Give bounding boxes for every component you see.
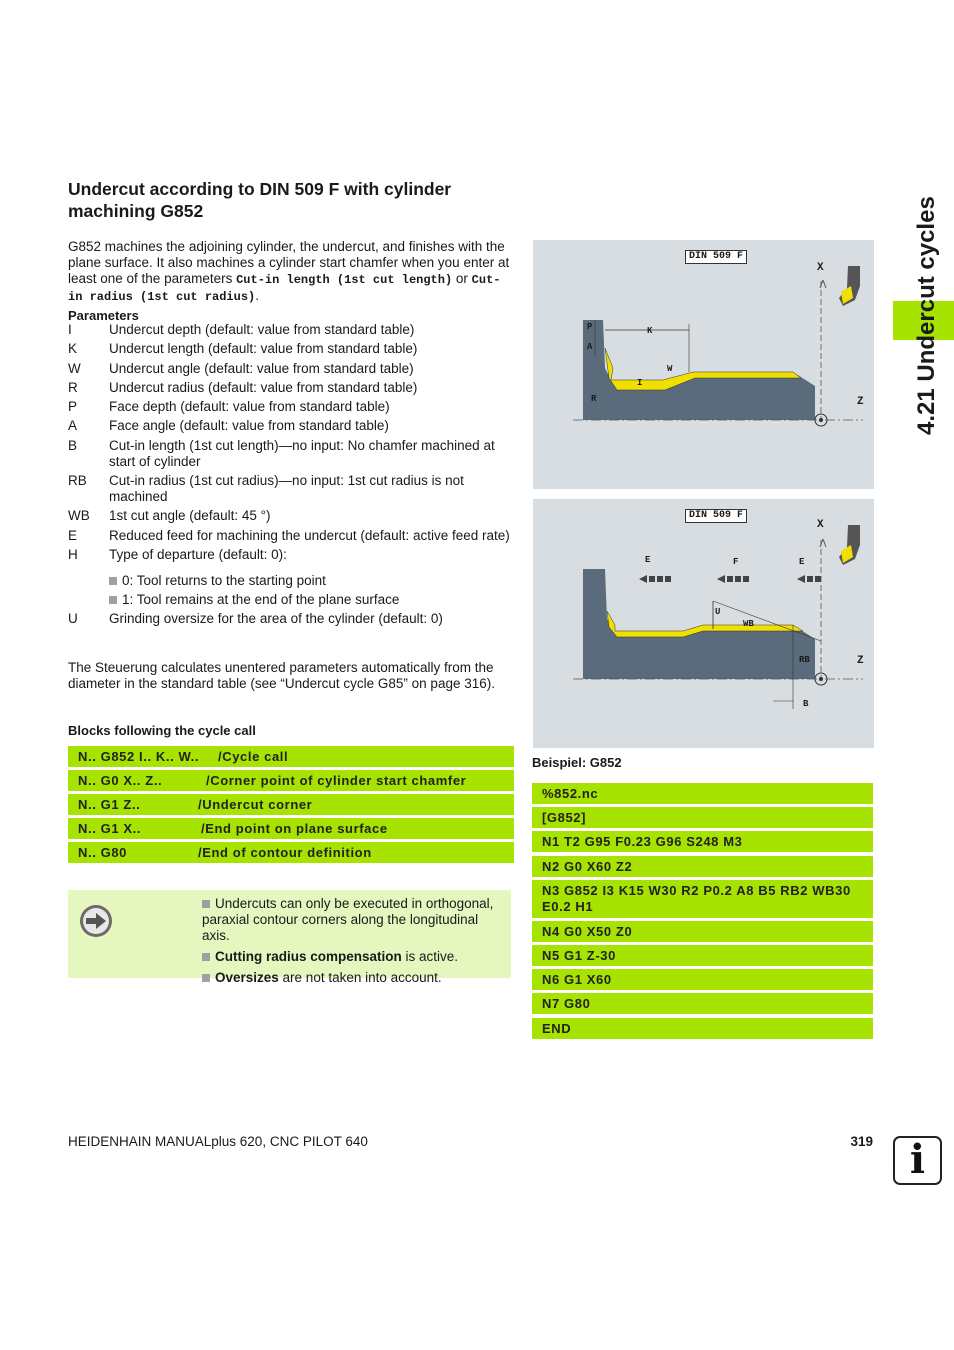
bullet-square-icon <box>202 974 210 982</box>
parameter-key: R <box>68 379 78 395</box>
axis-label-x: X <box>817 262 824 274</box>
parameter-desc: Grinding oversize for the area of the cylinder (default: 0) <box>109 610 443 626</box>
parameter-key: E <box>68 527 78 543</box>
din-tag: DIN 509 F <box>685 509 747 523</box>
parameter-row <box>68 380 514 396</box>
h-option: 0: Tool returns to the starting point <box>68 573 514 589</box>
side-title-text: 4.21 Undercut cycles <box>913 196 940 435</box>
block-row: N.. G80 /End of contour definition <box>68 842 514 863</box>
parameter-desc: Undercut radius (default: value from standard table) <box>109 379 418 395</box>
intro-text-before: G852 machines the adjoining cylinder, the undercut, and finishes with the plane surface. It also machines a cylinder start chamfer when you enter at least one of the parameters <box>68 239 510 286</box>
example-line: N7 G80 <box>532 993 873 1014</box>
parameter-desc: Reduced feed for machining the undercut (default: active feed rate) <box>109 527 510 543</box>
intro-code-cut-in-radius: Cut-in radius (1st cut radius) <box>68 273 501 304</box>
block-row: N.. G1 X.. /End point on plane surface <box>68 818 514 839</box>
label-rb: RB <box>799 655 810 665</box>
label-u: U <box>715 607 721 617</box>
intro-text-mid: or <box>452 271 472 286</box>
parameter-list <box>68 322 514 630</box>
parameter-row <box>68 473 514 505</box>
parameter-desc: Face angle (default: value from standard table) <box>109 418 389 434</box>
arrow-right-icon <box>78 903 114 939</box>
axis-label-x: X <box>817 519 824 531</box>
block-row: N.. G852 I.. K.. W.. /Cycle call <box>68 746 514 767</box>
parameter-row <box>68 547 514 563</box>
parameter-desc: Cut-in radius (1st cut radius)—no input: 1st cut radius is not machined <box>109 473 464 505</box>
parameter-desc: Undercut length (default: value from standard table) <box>109 341 418 357</box>
parameter-key: W <box>68 360 81 376</box>
parameter-desc: Undercut angle (default: value from standard table) <box>109 360 414 376</box>
parameter-desc: Undercut depth (default: value from standard table) <box>109 322 415 337</box>
parameter-key: RB <box>68 473 87 489</box>
parameter-key: K <box>68 341 78 357</box>
bullet-square-icon <box>109 577 117 585</box>
block-row: N.. G1 Z.. /Undercut corner <box>68 794 514 815</box>
intro-text-after: . <box>255 288 259 303</box>
calculation-note: The Steuerung calculates unentered parameters automatically from the diameter in the standard table (see “Undercut cycle G85” on page 316). <box>68 660 495 691</box>
label-i: I <box>637 378 643 388</box>
parameter-key: P <box>68 399 78 415</box>
label-f: F <box>733 557 739 567</box>
axis-label-z: Z <box>857 655 864 667</box>
h-option: 1: Tool remains at the end of the plane surface <box>68 592 514 608</box>
label-e: E <box>799 557 805 567</box>
note-box <box>68 890 511 985</box>
note-line: Undercuts can only be executed in orthogonal, paraxial contour corners along the longitudinal axis. <box>202 896 494 943</box>
parameter-row <box>68 418 514 434</box>
diagram-chamfer-parameters <box>533 499 874 748</box>
bullet-square-icon <box>109 596 117 604</box>
parameter-key: B <box>68 437 78 453</box>
note-line: Oversizes are not taken into account. <box>202 970 507 986</box>
example-line: N1 T2 G95 F0.23 G96 S248 M3 <box>532 831 873 852</box>
intro-code-cut-in-length: Cut-in length (1st cut length) <box>236 273 453 287</box>
parameter-desc: 1st cut angle (default: 45 °) <box>109 508 271 524</box>
parameter-row <box>68 399 514 415</box>
parameter-key: WB <box>68 508 90 524</box>
example-line: %852.nc <box>532 783 873 804</box>
example-line: N2 G0 X60 Z2 <box>532 856 873 877</box>
example-line: [G852] <box>532 807 873 828</box>
label-b: B <box>803 699 809 709</box>
info-glyph: i <box>909 1136 926 1183</box>
parameter-desc: Face depth (default: value from standard table) <box>109 399 390 415</box>
info-icon <box>893 1136 942 1185</box>
parameter-row <box>68 508 514 524</box>
note-text <box>202 896 507 991</box>
example-line: N4 G0 X50 Z0 <box>532 921 873 942</box>
example-line: END <box>532 1018 873 1039</box>
axis-label-z: Z <box>857 396 864 408</box>
label-r: R <box>591 394 597 404</box>
diagram-undercut-parameters <box>533 240 874 489</box>
footer-text: HEIDENHAIN MANUALplus 620, CNC PILOT 640 <box>68 1134 368 1149</box>
intro-paragraph <box>68 239 514 305</box>
label-k: K <box>647 326 653 336</box>
parameter-row <box>68 611 514 627</box>
parameter-desc: Type of departure (default: 0): <box>109 546 287 562</box>
example-line: N6 G1 X60 <box>532 969 873 990</box>
parameters-heading: Parameters <box>68 308 139 323</box>
parameter-key: A <box>68 418 78 434</box>
bullet-square-icon <box>202 900 210 908</box>
section-title: Undercut according to DIN 509 F with cylinder machining G852 <box>68 179 452 221</box>
example-line: N3 G852 I3 K15 W30 R2 P0.2 A8 B5 RB2 WB30 E0.2 H1 <box>532 880 873 918</box>
parameter-key: I <box>68 322 72 337</box>
label-p: P <box>587 322 593 332</box>
label-w: W <box>667 364 673 374</box>
parameter-row <box>68 438 514 470</box>
parameter-row <box>68 341 514 357</box>
parameter-key: U <box>68 610 78 626</box>
parameter-row <box>68 361 514 377</box>
label-a: A <box>587 342 593 352</box>
parameter-row <box>68 528 514 544</box>
parameter-row <box>68 322 514 338</box>
side-chapter-title <box>890 170 950 440</box>
page-number: 319 <box>850 1134 873 1149</box>
example-line: N5 G1 Z-30 <box>532 945 873 966</box>
bullet-square-icon <box>202 953 210 961</box>
parameter-key: H <box>68 546 78 562</box>
note-line: Cutting radius compensation is active. <box>202 949 507 965</box>
blocks-heading: Blocks following the cycle call <box>68 723 256 738</box>
label-e: E <box>645 555 651 565</box>
block-row: N.. G0 X.. Z.. /Corner point of cylinder start chamfer <box>68 770 514 791</box>
parameter-desc: Cut-in length (1st cut length)—no input: No chamfer machined at start of cylinder <box>109 437 495 469</box>
example-heading: Beispiel: G852 <box>532 755 622 770</box>
din-tag: DIN 509 F <box>685 250 747 264</box>
label-wb: WB <box>743 619 754 629</box>
